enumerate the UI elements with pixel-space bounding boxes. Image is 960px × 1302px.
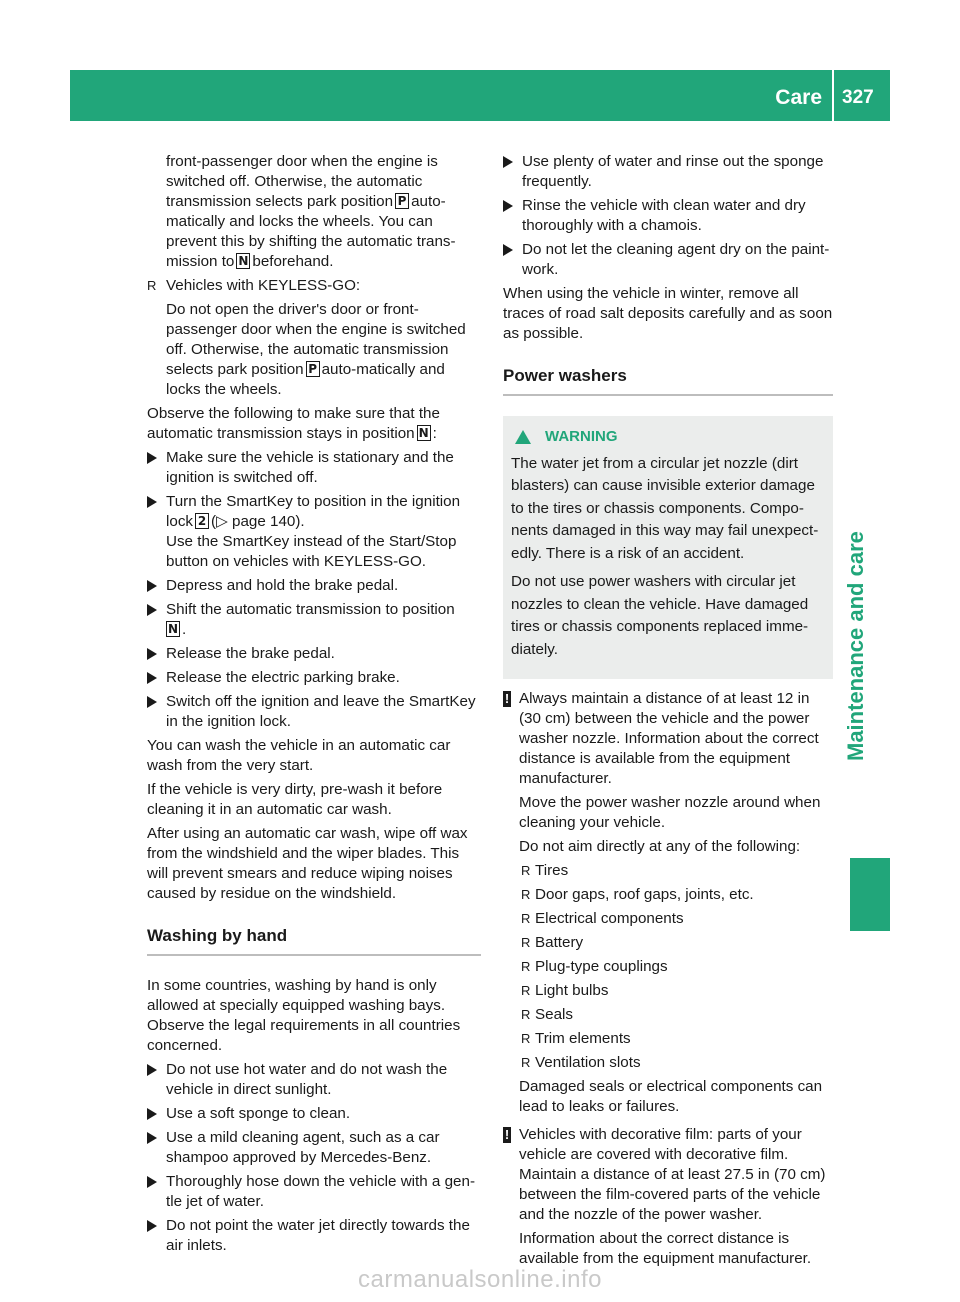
notice-block <box>503 689 833 1117</box>
bullet-icon: R <box>521 911 531 926</box>
list-item-text: Light bulbs <box>535 982 609 999</box>
paragraph: After using an automatic car wash, wipe off wax from the windshield and the wiper blades. This will prevent smears and reduce wiping noises caused by residue on the windshield. <box>147 825 468 902</box>
warning-box <box>503 416 833 679</box>
step-item <box>147 1216 481 1256</box>
list-item-text: Battery <box>535 934 584 951</box>
step-arrow-icon <box>147 452 157 464</box>
list-item <box>519 885 833 905</box>
step-item <box>147 668 481 688</box>
text: Observe the following to make sure that the automatic transmission stays in position <box>147 405 440 442</box>
list-item <box>147 276 481 296</box>
paragraph: When using the vehicle in winter, remove all traces of road salt deposits carefully and as soon as possible. <box>503 285 833 342</box>
step-arrow-icon <box>147 696 157 708</box>
text-line: switched off. Otherwise, the automatic <box>166 173 423 190</box>
paragraph <box>147 404 481 444</box>
notice-block <box>503 1125 833 1269</box>
section-title: Care <box>775 86 822 109</box>
step-text: Do not point the water jet directly towards the air inlets. <box>166 1217 470 1254</box>
neutral-symbol: N <box>167 622 179 636</box>
warning-header <box>511 426 825 449</box>
text-line: auto- <box>411 193 446 210</box>
paragraph: In some countries, washing by hand is only allowed at specially equipped washing bays. Observe the legal requirements in all countries concerned. <box>147 977 461 1054</box>
text-line: prevent this by shifting the automatic trans- <box>166 233 456 250</box>
step-item <box>147 644 481 664</box>
step-text: Switch off the ignition and leave the SmartKey in the ignition lock. <box>166 693 476 730</box>
step-arrow-icon <box>147 604 157 616</box>
step-item <box>147 1128 481 1168</box>
park-symbol: P <box>306 361 320 377</box>
bullet-icon: R <box>521 1055 531 1070</box>
step-item <box>147 1060 481 1100</box>
step-item <box>147 448 481 488</box>
list-item-text: Electrical components <box>535 910 684 927</box>
step-arrow-icon <box>147 1064 157 1076</box>
step-arrow-icon <box>503 244 513 256</box>
text: Do not open the driver's door or front-passenger door when the engine is switched off. Otherwise, the automatic transmission selects park position <box>166 301 466 378</box>
step-text: Release the electric parking brake. <box>166 669 400 686</box>
bullet-icon: R <box>521 935 531 950</box>
step-text: Thoroughly hose down the vehicle with a gen-tle jet of water. <box>166 1173 476 1210</box>
list-item <box>519 1053 833 1073</box>
step-item <box>147 600 481 640</box>
exclamation-icon: ! <box>504 691 510 706</box>
text: ( <box>211 513 217 530</box>
text-line: mission to <box>166 253 235 270</box>
step-text: Use a soft sponge to clean. <box>166 1105 351 1122</box>
step-item <box>147 1172 481 1212</box>
list-item-text: Tires <box>535 862 569 879</box>
list-item-text: Plug-type couplings <box>535 958 668 975</box>
warning-triangle-icon <box>515 430 531 444</box>
list-item <box>519 1029 833 1049</box>
step-text: Use plenty of water and rinse out the sponge frequently. <box>522 153 824 190</box>
paragraph: If the vehicle is very dirty, pre-wash it before cleaning it in an automatic car wash. <box>147 781 443 818</box>
chapter-tab-label: Maintenance and care <box>843 531 868 761</box>
list-item <box>519 861 833 881</box>
exclamation-icon: ! <box>504 1127 510 1142</box>
step-arrow-icon <box>147 496 157 508</box>
list-item <box>519 957 833 977</box>
text-line: front-passenger door when the engine is <box>166 153 438 170</box>
intro-continuation <box>147 152 481 272</box>
bullet-icon: R <box>521 1031 531 1046</box>
page-number: 327 <box>842 87 874 108</box>
neutral-symbol: N <box>418 426 429 440</box>
text: auto-matically and locks the wheels. <box>166 361 445 398</box>
notice-text: Do not aim directly at any of the following: <box>519 838 801 855</box>
step-item <box>503 240 833 280</box>
notice-text: Damaged seals or electrical components can lead to leaks or failures. <box>519 1078 823 1115</box>
step-arrow-icon <box>147 1220 157 1232</box>
text: . <box>182 621 187 638</box>
text-line: beforehand. <box>252 253 334 270</box>
bullet-icon: R <box>521 863 531 878</box>
list-item-text: Trim elements <box>535 1030 631 1047</box>
step-text: Depress and hold the brake pedal. <box>166 577 399 594</box>
step-text: Use the SmartKey instead of the Start/Stop button on vehicles with KEYLESS-GO. <box>166 533 457 570</box>
notice-text: Vehicles with decorative film: parts of your vehicle are covered with decorative film. Maintain a distance of at least 27.5 in (70 cm) between the film-covered parts of the vehicle and the nozzle of the power washer. <box>519 1126 826 1223</box>
list-item-text: Seals <box>535 1006 573 1023</box>
list-item-text: Vehicles with KEYLESS-GO: <box>166 277 361 294</box>
chapter-tab-marker <box>850 858 890 931</box>
park-symbol: P <box>395 193 409 209</box>
notice-text: Always maintain a distance of at least 12 in (30 cm) between the vehicle and the power washer nozzle. Information about the correct distance is available from the equipment manufacturer. <box>519 690 819 787</box>
step-item <box>147 1104 481 1124</box>
text-line: transmission selects park position <box>166 193 394 210</box>
list-item-text: Ventilation slots <box>535 1054 641 1071</box>
step-arrow-icon <box>147 1132 157 1144</box>
notice-text: Move the power washer nozzle around when cleaning your vehicle. <box>519 794 821 831</box>
neutral-symbol: N <box>238 254 249 268</box>
bullet-icon: R <box>521 887 531 902</box>
step-item <box>503 152 833 192</box>
list-item <box>519 1005 833 1025</box>
header-bar <box>70 70 890 121</box>
bullet-icon: R <box>521 1007 531 1022</box>
step-item <box>503 196 833 236</box>
step-item <box>147 576 481 596</box>
header-separator <box>832 70 834 121</box>
step-text: Turn the SmartKey to position in the ignition lock <box>166 493 461 530</box>
step-text: Make sure the vehicle is stationary and the ignition is switched off. <box>166 449 454 486</box>
step-arrow-icon <box>147 1108 157 1120</box>
warning-text: Do not use power washers with circular jet nozzles to clean the vehicle. Have damaged tires or chassis components replaced imme-diately. <box>511 573 809 658</box>
right-column <box>503 152 833 1273</box>
step-arrow-icon <box>503 200 513 212</box>
left-column <box>147 152 481 1260</box>
bullet-icon: R <box>521 959 531 974</box>
step-arrow-icon <box>147 1176 157 1188</box>
page-ref-arrow-icon: ▷ <box>216 513 228 530</box>
list-item <box>519 981 833 1001</box>
list-item <box>519 909 833 929</box>
step-arrow-icon <box>503 156 513 168</box>
step-text: Shift the automatic transmission to position <box>166 601 455 618</box>
bullet-icon: R <box>521 983 531 998</box>
text: : <box>432 425 437 442</box>
notice-text: Information about the correct distance is available from the equipment manufacturer. <box>519 1230 812 1267</box>
bullet-icon: R <box>147 278 157 293</box>
paragraph: You can wash the vehicle in an automatic car wash from the very start. <box>147 737 451 774</box>
list-item-text: Door gaps, roof gaps, joints, etc. <box>535 886 754 903</box>
step-text: Rinse the vehicle with clean water and dry thoroughly with a chamois. <box>522 197 806 234</box>
position-2-symbol: 2 <box>195 513 209 529</box>
step-arrow-icon <box>147 672 157 684</box>
step-text: Release the brake pedal. <box>166 645 335 662</box>
warning-title: WARNING <box>545 428 618 445</box>
warning-text: The water jet from a circular jet nozzle (dirt blasters) can cause invisible exterior damage to the tires or chassis components. Compo-nents damaged in this way may fail unexpect-edly. There is a risk of an accident. <box>511 454 819 562</box>
step-arrow-icon <box>147 648 157 660</box>
page-reference-link[interactable]: page 140). <box>232 513 305 530</box>
list-item <box>519 933 833 953</box>
keyless-text <box>147 300 481 400</box>
step-text: Do not use hot water and do not wash the vehicle in direct sunlight. <box>166 1061 448 1098</box>
step-item <box>147 692 481 732</box>
step-item <box>147 492 481 572</box>
step-arrow-icon <box>147 580 157 592</box>
watermark: carmanualsonline.info <box>358 1266 602 1293</box>
text-line: matically and locks the wheels. You can <box>166 213 433 230</box>
section-heading: Power washers <box>503 366 833 396</box>
section-heading: Washing by hand <box>147 926 481 956</box>
step-text: Do not let the cleaning agent dry on the paint-work. <box>522 241 830 278</box>
step-text: Use a mild cleaning agent, such as a car shampoo approved by Mercedes-Benz. <box>166 1129 440 1166</box>
